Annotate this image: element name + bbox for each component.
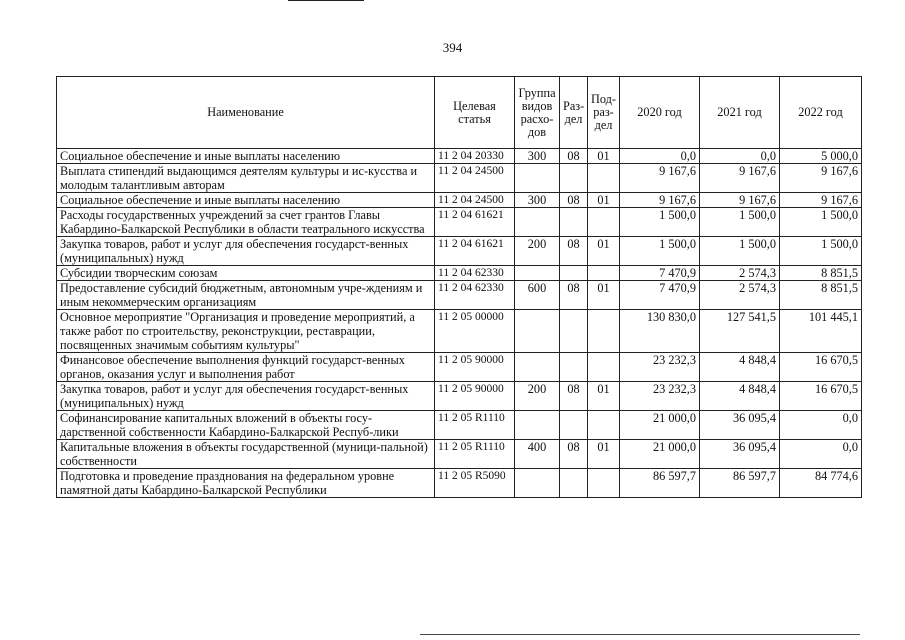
- row-value-2022: 5 000,0: [780, 149, 862, 164]
- header-2022: 2022 год: [780, 77, 862, 149]
- row-target-code: 11 2 05 R5090: [435, 469, 515, 498]
- row-group: 600: [515, 281, 560, 310]
- header-section: Раз-дел: [560, 77, 588, 149]
- row-group: 300: [515, 193, 560, 208]
- row-name: Социальное обеспечение и иные выплаты населению: [57, 149, 435, 164]
- row-value-2020: 130 830,0: [620, 310, 700, 353]
- row-value-2021: 36 095,4: [700, 411, 780, 440]
- table-row: [57, 193, 862, 208]
- table-row: [57, 237, 862, 266]
- row-target-code: 11 2 05 00000: [435, 310, 515, 353]
- row-subsection: 01: [588, 237, 620, 266]
- row-value-2022: 16 670,5: [780, 382, 862, 411]
- row-group: 400: [515, 440, 560, 469]
- row-value-2020: 7 470,9: [620, 266, 700, 281]
- row-subsection: [588, 266, 620, 281]
- row-target-code: 11 2 05 R1110: [435, 411, 515, 440]
- row-group: [515, 310, 560, 353]
- row-value-2021: 0,0: [700, 149, 780, 164]
- row-name: Закупка товаров, работ и услуг для обеспечения государст-венных (муниципальных) нужд: [57, 237, 435, 266]
- row-section: [560, 469, 588, 498]
- row-group: 300: [515, 149, 560, 164]
- table-header-row: [57, 77, 862, 149]
- row-value-2021: 86 597,7: [700, 469, 780, 498]
- row-subsection: [588, 353, 620, 382]
- row-target-code: 11 2 05 90000: [435, 353, 515, 382]
- row-group: [515, 469, 560, 498]
- row-value-2021: 1 500,0: [700, 208, 780, 237]
- row-section: [560, 164, 588, 193]
- row-section: [560, 310, 588, 353]
- row-group: [515, 208, 560, 237]
- row-name: Финансовое обеспечение выполнения функций государст-венных органов, оказания услуг и выполнения работ: [57, 353, 435, 382]
- table-row: [57, 310, 862, 353]
- row-value-2020: 23 232,3: [620, 382, 700, 411]
- row-value-2020: 21 000,0: [620, 440, 700, 469]
- row-subsection: [588, 310, 620, 353]
- row-value-2020: 9 167,6: [620, 193, 700, 208]
- row-subsection: 01: [588, 281, 620, 310]
- budget-table: [56, 76, 862, 498]
- row-target-code: 11 2 05 R1110: [435, 440, 515, 469]
- header-2020: 2020 год: [620, 77, 700, 149]
- table-body: [57, 149, 862, 498]
- row-value-2022: 8 851,5: [780, 266, 862, 281]
- row-group: [515, 411, 560, 440]
- row-group: [515, 164, 560, 193]
- row-value-2020: 7 470,9: [620, 281, 700, 310]
- row-value-2020: 23 232,3: [620, 353, 700, 382]
- row-name: Выплата стипендий выдающимся деятелям культуры и ис-кусства и молодым талантливым авторам: [57, 164, 435, 193]
- row-value-2020: 86 597,7: [620, 469, 700, 498]
- top-rule: [288, 0, 364, 3]
- page-number: 394: [442, 40, 463, 55]
- row-name: Подготовка и проведение празднования на федеральном уровне памятной даты Кабардино-Балкарской Республики: [57, 469, 435, 498]
- row-name: Предоставление субсидий бюджетным, автономным учре-ждениям и иным некоммерческим организациям: [57, 281, 435, 310]
- table-row: [57, 411, 862, 440]
- row-value-2020: 1 500,0: [620, 237, 700, 266]
- row-target-code: 11 2 04 24500: [435, 193, 515, 208]
- row-value-2022: 1 500,0: [780, 208, 862, 237]
- row-value-2021: 4 848,4: [700, 353, 780, 382]
- row-subsection: [588, 208, 620, 237]
- row-value-2022: 101 445,1: [780, 310, 862, 353]
- row-value-2021: 36 095,4: [700, 440, 780, 469]
- row-value-2022: 0,0: [780, 411, 862, 440]
- row-target-code: 11 2 05 90000: [435, 382, 515, 411]
- table-row: [57, 208, 862, 237]
- row-subsection: 01: [588, 193, 620, 208]
- table-row: [57, 164, 862, 193]
- row-value-2021: 4 848,4: [700, 382, 780, 411]
- row-name: Закупка товаров, работ и услуг для обеспечения государст-венных (муниципальных) нужд: [57, 382, 435, 411]
- row-name: Расходы государственных учреждений за счет грантов Главы Кабардино-Балкарской Республики в области театрального искусства: [57, 208, 435, 237]
- header-subsection: Под-раз-дел: [588, 77, 620, 149]
- table-row: [57, 440, 862, 469]
- row-name: Капитальные вложения в объекты государственной (муници-пальной) собственности: [57, 440, 435, 469]
- table-row: [57, 382, 862, 411]
- table-row: [57, 266, 862, 281]
- row-section: [560, 266, 588, 281]
- table-row: [57, 281, 862, 310]
- table-row: [57, 149, 862, 164]
- row-target-code: 11 2 04 62330: [435, 281, 515, 310]
- row-section: 08: [560, 281, 588, 310]
- row-target-code: 11 2 04 62330: [435, 266, 515, 281]
- row-subsection: 01: [588, 149, 620, 164]
- row-name: Основное мероприятие "Организация и проведение мероприятий, а также работ по строительству, реконструкции, реставрации, посвященных значимым событиям культуры": [57, 310, 435, 353]
- bottom-rule: [420, 634, 860, 635]
- row-name: Софинансирование капитальных вложений в объекты госу-дарственной собственности Кабардино-Балкарской Респуб-лики: [57, 411, 435, 440]
- row-value-2021: 2 574,3: [700, 266, 780, 281]
- row-value-2020: 9 167,6: [620, 164, 700, 193]
- row-subsection: 01: [588, 440, 620, 469]
- header-group: Группа видов расхо-дов: [515, 77, 560, 149]
- row-value-2022: 84 774,6: [780, 469, 862, 498]
- row-group: 200: [515, 237, 560, 266]
- row-section: 08: [560, 440, 588, 469]
- row-target-code: 11 2 04 20330: [435, 149, 515, 164]
- row-subsection: [588, 411, 620, 440]
- row-value-2021: 1 500,0: [700, 237, 780, 266]
- row-value-2021: 9 167,6: [700, 164, 780, 193]
- row-section: [560, 411, 588, 440]
- row-target-code: 11 2 04 61621: [435, 208, 515, 237]
- row-section: 08: [560, 193, 588, 208]
- row-value-2020: 1 500,0: [620, 208, 700, 237]
- header-name: Наименование: [57, 77, 435, 149]
- row-group: 200: [515, 382, 560, 411]
- row-target-code: 11 2 04 61621: [435, 237, 515, 266]
- header-target: Целевая статья: [435, 77, 515, 149]
- header-2021: 2021 год: [700, 77, 780, 149]
- table-row: [57, 353, 862, 382]
- table-row: [57, 469, 862, 498]
- row-group: [515, 266, 560, 281]
- row-target-code: 11 2 04 24500: [435, 164, 515, 193]
- row-value-2021: 2 574,3: [700, 281, 780, 310]
- row-value-2020: 0,0: [620, 149, 700, 164]
- row-value-2022: 9 167,6: [780, 193, 862, 208]
- row-name: Социальное обеспечение и иные выплаты населению: [57, 193, 435, 208]
- row-value-2022: 0,0: [780, 440, 862, 469]
- row-section: 08: [560, 382, 588, 411]
- row-value-2021: 9 167,6: [700, 193, 780, 208]
- row-group: [515, 353, 560, 382]
- row-section: 08: [560, 237, 588, 266]
- row-subsection: [588, 469, 620, 498]
- row-subsection: [588, 164, 620, 193]
- row-section: 08: [560, 149, 588, 164]
- row-value-2022: 9 167,6: [780, 164, 862, 193]
- row-section: [560, 353, 588, 382]
- row-value-2022: 8 851,5: [780, 281, 862, 310]
- row-name: Субсидии творческим союзам: [57, 266, 435, 281]
- row-value-2022: 1 500,0: [780, 237, 862, 266]
- row-value-2022: 16 670,5: [780, 353, 862, 382]
- row-value-2021: 127 541,5: [700, 310, 780, 353]
- row-section: [560, 208, 588, 237]
- row-subsection: 01: [588, 382, 620, 411]
- row-value-2020: 21 000,0: [620, 411, 700, 440]
